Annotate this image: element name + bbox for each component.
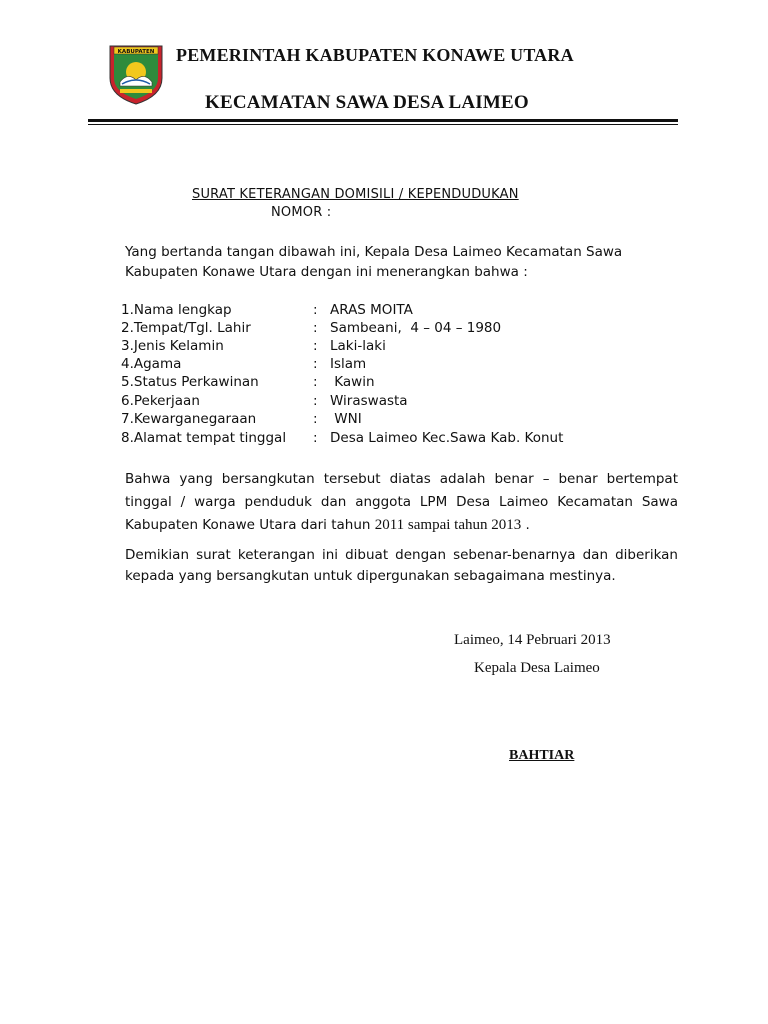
header-divider-thick xyxy=(88,119,678,122)
field-value-gender: Laki-laki xyxy=(330,338,386,354)
statement-end: . xyxy=(521,517,530,533)
field-value-birth: Sambeani, 4 – 04 – 1980 xyxy=(330,320,502,336)
statement-text: Kabupaten Konawe Utara dari tahun xyxy=(125,517,375,533)
field-label: 2.Tempat/Tgl. Lahir xyxy=(121,320,251,336)
statement-years: 2011 sampai tahun 2013 xyxy=(374,517,522,533)
svg-text:KABUPATEN: KABUPATEN xyxy=(117,48,155,55)
statement-paragraph xyxy=(125,469,678,538)
field-value-citizenship: WNI xyxy=(330,411,362,427)
field-label: 7.Kewarganegaraan xyxy=(121,411,257,427)
signature-place-date: Laimeo, 14 Pebruari 2013 xyxy=(454,632,611,648)
signature-name: BAHTIAR xyxy=(509,748,575,763)
field-colon: : xyxy=(313,411,318,427)
signature-position: Kepala Desa Laimeo xyxy=(474,660,600,676)
document-title: SURAT KETERANGAN DOMISILI / KEPENDUDUKAN xyxy=(192,187,519,202)
field-value-marital: Kawin xyxy=(330,374,375,390)
statement-line: Bahwa yang bersangkutan tersebut diatas adalah benar – benar bertempat xyxy=(125,471,678,487)
intro-paragraph xyxy=(125,242,685,282)
field-label: 4.Agama xyxy=(121,356,182,372)
header-divider-thin xyxy=(88,124,678,125)
header-government-name: PEMERINTAH KABUPATEN KONAWE UTARA xyxy=(176,45,574,65)
field-value-occupation: Wiraswasta xyxy=(330,393,408,409)
document-number: NOMOR : xyxy=(271,205,332,220)
field-label: 5.Status Perkawinan xyxy=(121,374,259,390)
field-value-religion: Islam xyxy=(330,356,367,372)
statement-line xyxy=(125,515,678,538)
closing-line: Demikian surat keterangan ini dibuat dengan sebenar-benarnya dan diberikan xyxy=(125,547,678,563)
field-colon: : xyxy=(313,430,318,446)
intro-line: Kabupaten Konawe Utara dengan ini menerangkan bahwa : xyxy=(125,264,528,280)
field-colon: : xyxy=(313,356,318,372)
field-label: 1.Nama lengkap xyxy=(121,302,232,318)
statement-line: tinggal / warga penduduk dan anggota LPM Desa Laimeo Kecamatan Sawa xyxy=(125,494,678,510)
closing-line: kepada yang bersangkutan untuk dipergunakan sebagaimana mestinya. xyxy=(125,568,616,584)
field-value-name: ARAS MOITA xyxy=(330,302,413,318)
field-colon: : xyxy=(313,374,318,390)
header-district-village: KECAMATAN SAWA DESA LAIMEO xyxy=(205,92,529,113)
intro-line: Yang bertanda tangan dibawah ini, Kepala Desa Laimeo Kecamatan Sawa xyxy=(125,244,623,260)
field-label: 8.Alamat tempat tinggal xyxy=(121,430,287,446)
field-colon: : xyxy=(313,302,318,318)
closing-paragraph xyxy=(125,545,678,587)
regency-emblem-logo xyxy=(106,42,166,106)
field-label: 3.Jenis Kelamin xyxy=(121,338,224,354)
field-colon: : xyxy=(313,338,318,354)
field-colon: : xyxy=(313,320,318,336)
field-colon: : xyxy=(313,393,318,409)
field-label: 6.Pekerjaan xyxy=(121,393,200,409)
field-value-address: Desa Laimeo Kec.Sawa Kab. Konut xyxy=(330,430,564,446)
